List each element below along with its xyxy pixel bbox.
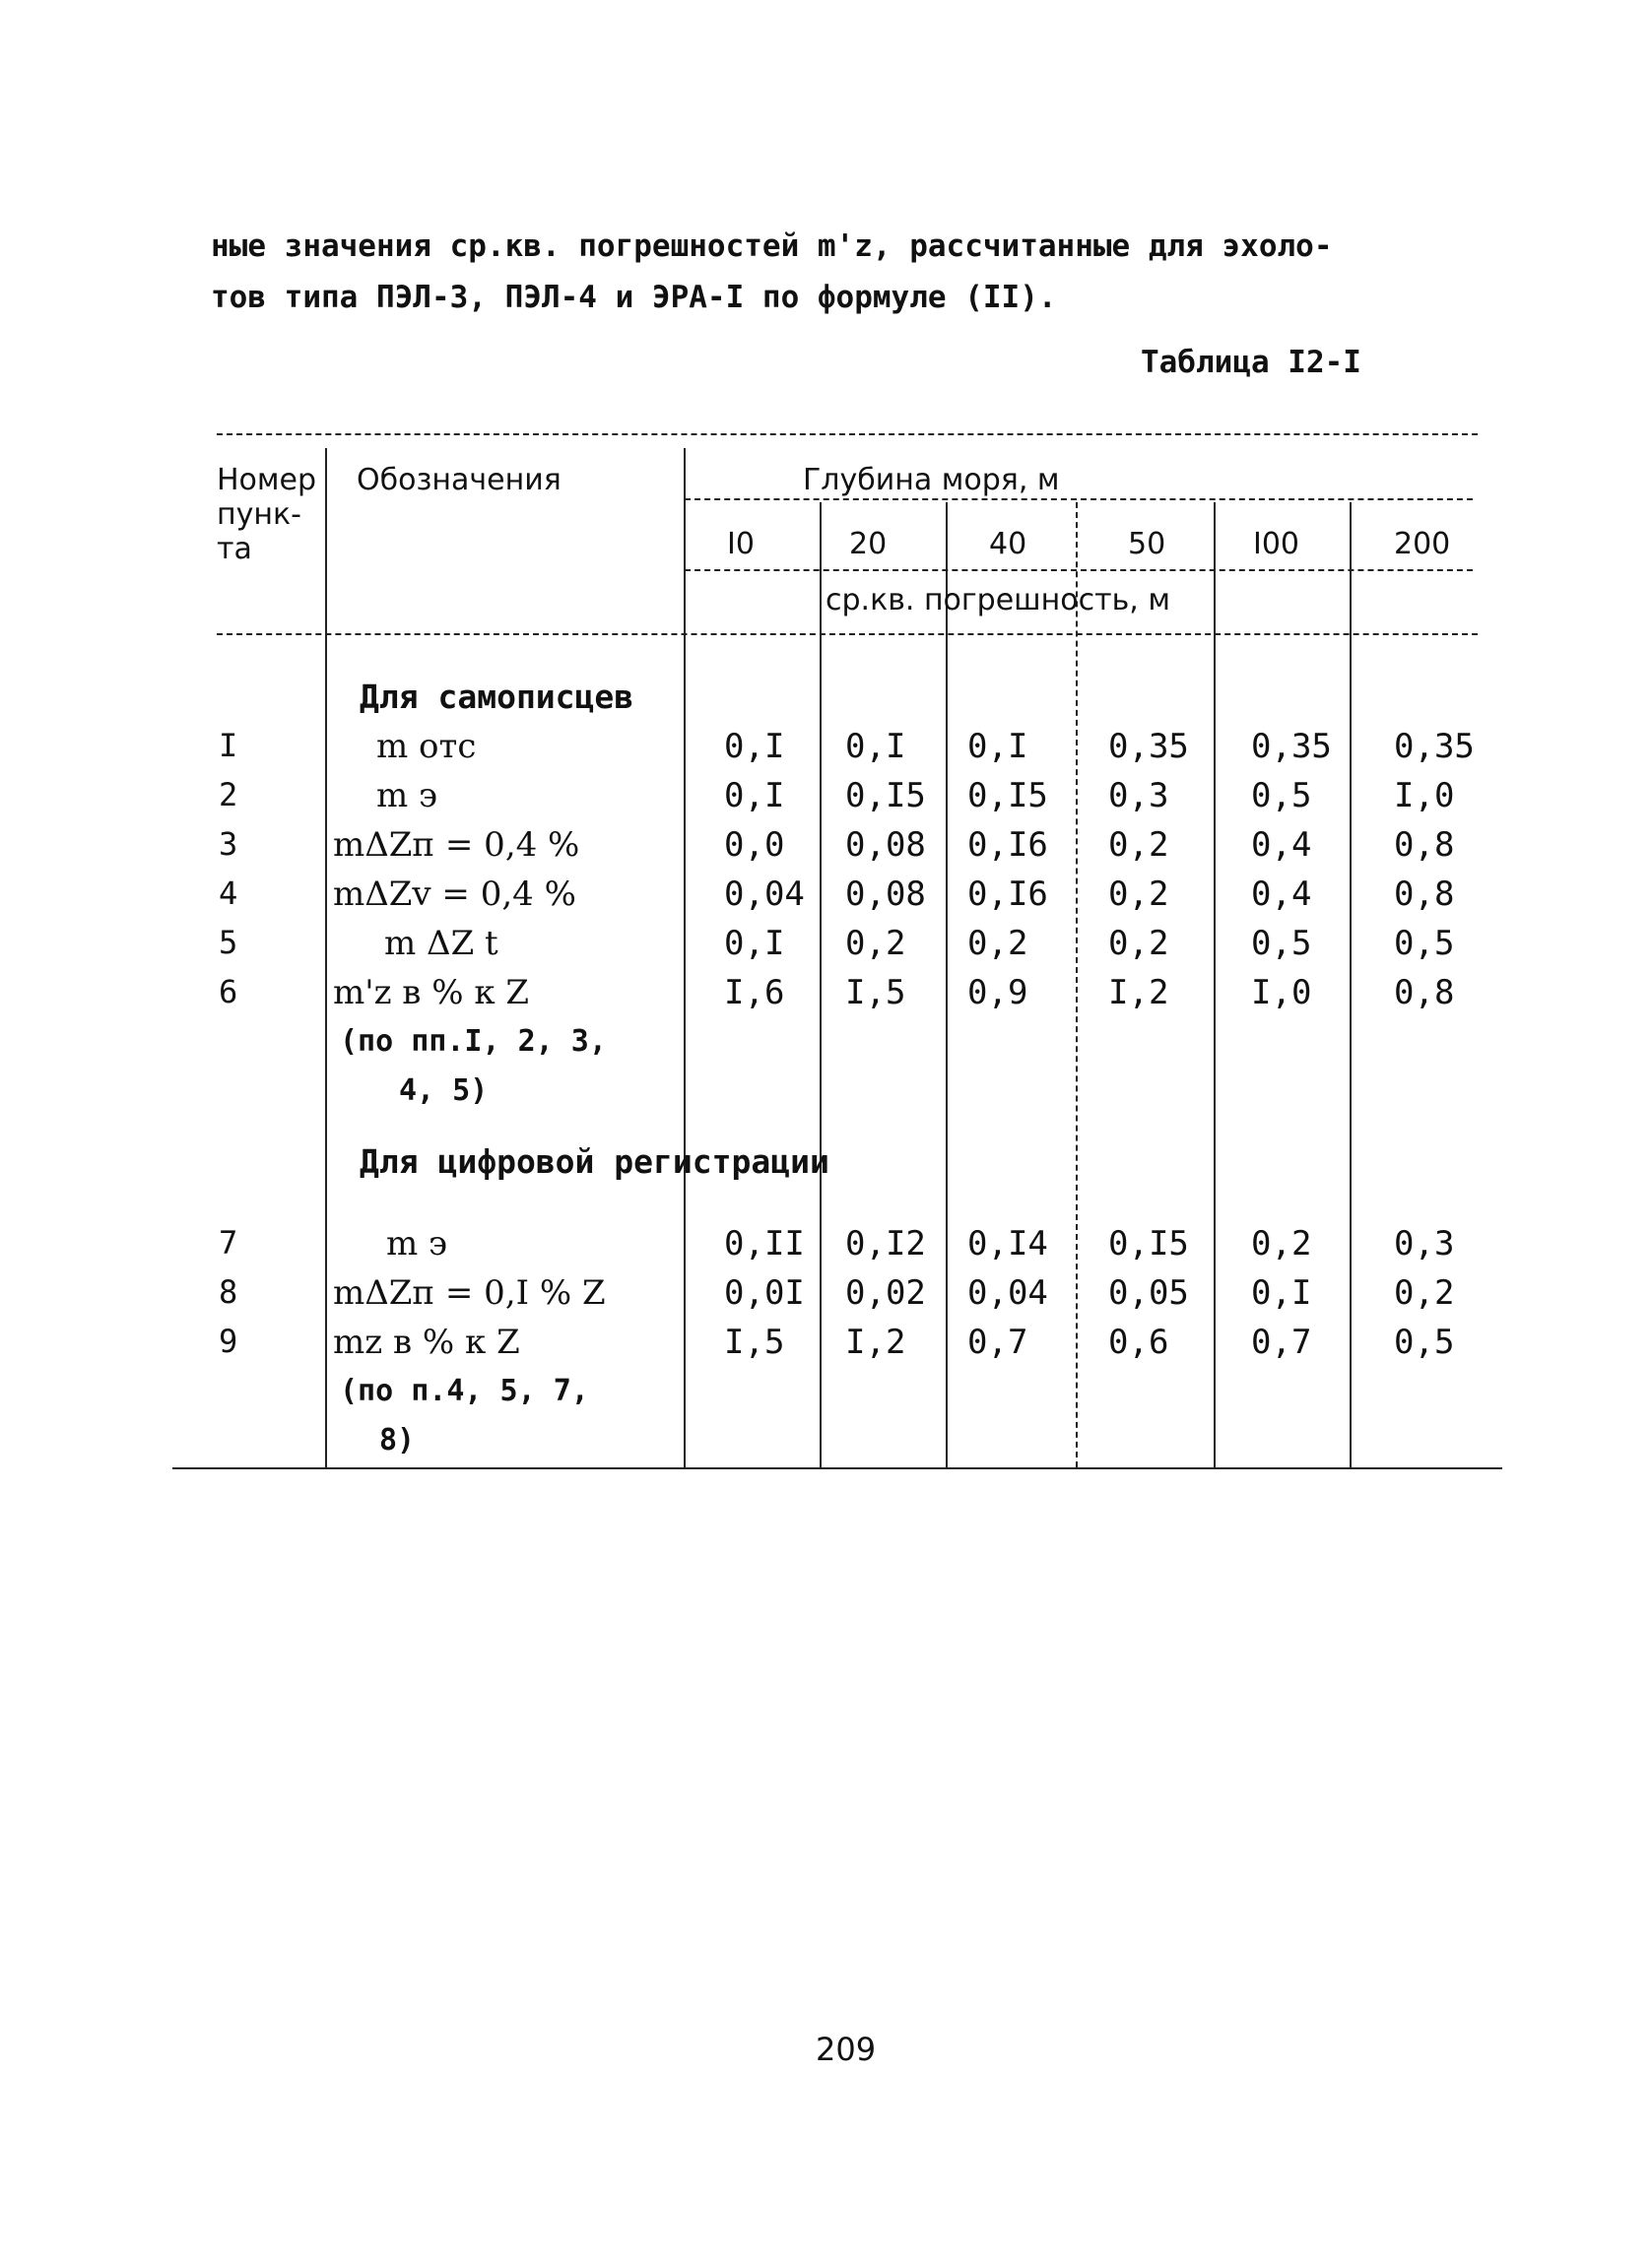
row-6-val-40: 0,9 [967,973,1028,1012]
row-2-symbol: m э [376,776,438,815]
header-depth-title: Глубина моря, м [803,463,1060,497]
row-1-val-200: 0,35 [1394,727,1475,766]
section-digital: Для цифровой регистрации [360,1142,829,1181]
row-8-val-50: 0,05 [1108,1273,1189,1313]
table-caption: Таблица I2-I [1141,345,1361,380]
row-6-val-10: I,6 [724,973,785,1012]
row-6-symbol: m'z в % к Z [333,973,530,1012]
row-7-val-200: 0,3 [1394,1224,1455,1264]
row-7-val-100: 0,2 [1251,1224,1312,1264]
col-divider-10 [820,502,822,1467]
table-top-rule [217,433,1478,435]
header-depth-10: I0 [727,527,755,561]
row-7-symbol: m э [386,1224,448,1264]
header-depth-40: 40 [989,527,1027,561]
row-3-val-10: 0,0 [724,825,785,865]
row-6-val-200: 0,8 [1394,973,1455,1012]
row-8-val-200: 0,2 [1394,1273,1455,1313]
row-1-val-100: 0,35 [1251,727,1332,766]
row-3-num: 3 [219,825,238,863]
row-6-val-20: I,5 [845,973,906,1012]
row-4-val-200: 0,8 [1394,875,1455,914]
row-6-val-50: I,2 [1108,973,1169,1012]
row-2-val-20: 0,I5 [845,776,926,815]
row-5-val-10: 0,I [724,924,785,963]
row-2-num: 2 [219,776,238,813]
header-symbols: Обозначения [357,463,562,497]
row-2-val-200: I,0 [1394,776,1455,815]
row-2-val-50: 0,3 [1108,776,1169,815]
intro-line-1: ные значения ср.кв. погрешностей m'z, рассчитанные для эхоло- [211,228,1333,264]
row-7-val-40: 0,I4 [967,1224,1048,1264]
row-1-val-20: 0,I [845,727,906,766]
header-depth-20: 20 [849,527,888,561]
row-7-num: 7 [219,1224,238,1262]
depth-title-rule [685,498,1473,500]
row-8-val-20: 0,02 [845,1273,926,1313]
row-7-val-20: 0,I2 [845,1224,926,1264]
intro-line-2: тов типа ПЭЛ-3, ПЭЛ-4 и ЭРА-I по формуле (II). [211,280,1057,315]
row-3-val-50: 0,2 [1108,825,1169,865]
col-divider-sym [684,448,686,1467]
row-9-note-line-1: (по п.4, 5, 7, [340,1374,589,1408]
row-9-val-200: 0,5 [1394,1323,1455,1362]
header-depth-200: 200 [1394,527,1451,561]
row-9-num: 9 [219,1323,238,1360]
row-5-val-200: 0,5 [1394,924,1455,963]
row-9-val-40: 0,7 [967,1323,1028,1362]
row-5-val-40: 0,2 [967,924,1028,963]
row-3-val-40: 0,I6 [967,825,1048,865]
col-divider-20 [946,502,948,1467]
row-1-symbol: m отс [376,727,477,766]
row-7-val-10: 0,II [724,1224,805,1264]
row-9-note-line-2: 8) [379,1423,416,1458]
row-2-val-40: 0,I5 [967,776,1048,815]
row-3-val-100: 0,4 [1251,825,1312,865]
row-2-val-10: 0,I [724,776,785,815]
row-8-val-40: 0,04 [967,1273,1048,1313]
row-5-symbol: m ΔZ t [384,924,498,963]
row-4-val-20: 0,08 [845,875,926,914]
row-6-note-line-2: 4, 5) [399,1073,489,1108]
row-6-note-line-1: (по пп.I, 2, 3, [340,1024,607,1059]
row-1-val-10: 0,I [724,727,785,766]
header-unit-row: ср.кв. погрешность, м [826,583,1170,617]
col-divider-40 [1076,502,1078,1467]
row-5-num: 5 [219,924,238,961]
col-divider-100 [1350,502,1352,1467]
row-9-val-100: 0,7 [1251,1323,1312,1362]
row-2-val-100: 0,5 [1251,776,1312,815]
row-4-symbol: mΔZv = 0,4 % [333,875,576,914]
row-3-val-20: 0,08 [845,825,926,865]
row-8-val-100: 0,I [1251,1273,1312,1313]
row-4-val-40: 0,I6 [967,875,1048,914]
row-3-symbol: mΔZп = 0,4 % [333,825,580,865]
header-num-line-1: Номер [217,463,317,497]
header-num-line-3: та [217,532,252,566]
row-8-val-10: 0,0I [724,1273,805,1313]
row-6-num: 6 [219,973,238,1010]
row-9-val-10: I,5 [724,1323,785,1362]
row-1-val-50: 0,35 [1108,727,1189,766]
row-5-val-50: 0,2 [1108,924,1169,963]
col-divider-50 [1214,502,1216,1467]
row-7-val-50: 0,I5 [1108,1224,1189,1264]
row-9-val-50: 0,6 [1108,1323,1169,1362]
depth-values-rule [685,569,1473,571]
page-number: 209 [816,2031,877,2068]
row-1-val-40: 0,I [967,727,1028,766]
row-1-num: I [219,727,238,764]
row-8-symbol: mΔZп = 0,I % Z [333,1273,606,1313]
row-6-val-100: I,0 [1251,973,1312,1012]
row-4-num: 4 [219,875,238,912]
row-8-num: 8 [219,1273,238,1311]
header-num-line-2: пунк- [217,497,301,532]
col-divider-num [325,448,327,1467]
row-9-symbol: mz в % к Z [333,1323,520,1362]
header-depth-100: I00 [1253,527,1300,561]
row-3-val-200: 0,8 [1394,825,1455,865]
header-bottom-rule [217,633,1478,635]
header-depth-50: 50 [1128,527,1166,561]
table-bottom-rule [172,1467,1502,1469]
row-4-val-10: 0,04 [724,875,805,914]
row-9-val-20: I,2 [845,1323,906,1362]
row-4-val-100: 0,4 [1251,875,1312,914]
row-5-val-100: 0,5 [1251,924,1312,963]
row-4-val-50: 0,2 [1108,875,1169,914]
row-5-val-20: 0,2 [845,924,906,963]
section-recorders: Для самописцев [360,678,634,716]
